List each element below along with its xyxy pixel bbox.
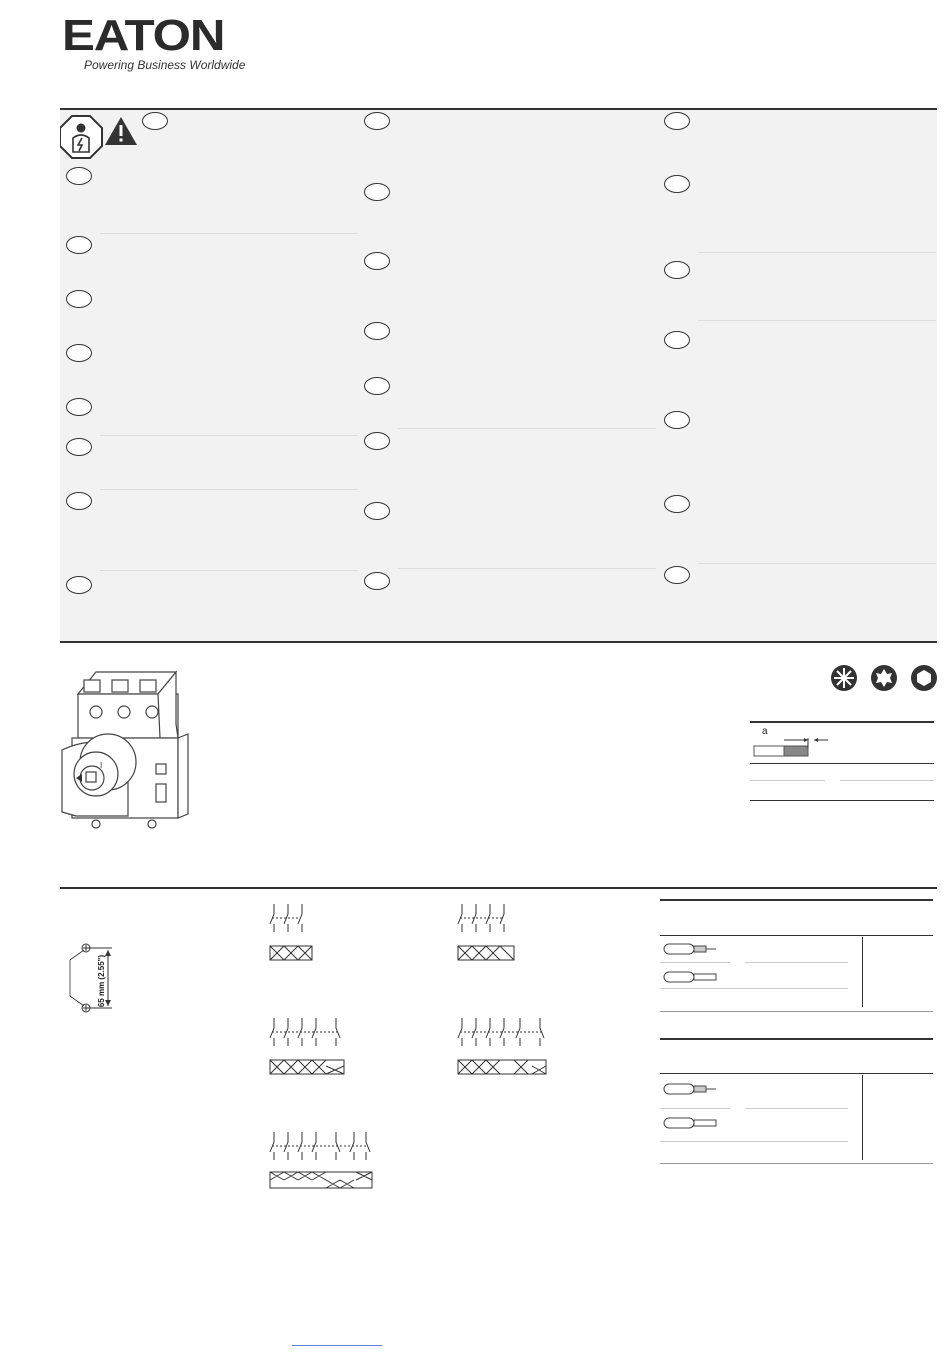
language-marker [66,576,92,594]
divider [698,320,936,321]
strip-table-rule [840,780,934,781]
strip-table-rule [750,763,934,764]
mounting-distance-label: 65 mm (2.55") [97,954,106,1008]
divider [100,435,358,436]
divider [398,568,656,569]
screwdriver-icons [830,664,938,692]
conductor-table-rule [745,962,848,963]
conductor-table-rule [660,1038,933,1040]
language-marker [664,261,690,279]
schematic-3-pole-n [454,902,534,964]
brand-tagline: Powering Business Worldwide [84,58,246,72]
schematic-5-pole-aux [454,1016,554,1078]
torx-screwdriver-icon [871,665,897,691]
hex-screwdriver-icon [911,665,937,691]
language-marker [66,236,92,254]
language-marker [364,502,390,520]
language-marker [664,566,690,584]
divider [698,252,936,253]
pozidriv-screwdriver-icon [831,665,857,691]
divider [100,233,358,234]
language-marker [664,112,690,130]
conductor-table-rule [660,1011,933,1012]
strip-table-rule [750,780,825,781]
eaton-logo: EATON [62,11,225,60]
switch-disconnector-illustration [56,664,191,834]
language-marker [364,432,390,450]
language-marker [664,331,690,349]
schematic-4-pole-aux [266,1016,356,1078]
strip-table-rule [750,800,934,801]
language-marker [364,252,390,270]
conductor-table-cell [862,1075,934,1160]
conductor-table-rule [660,1163,933,1164]
conductor-table-rule [660,1141,848,1142]
language-marker [142,112,168,130]
language-marker [364,377,390,395]
language-marker [66,438,92,456]
language-marker [364,183,390,201]
section-rule-middle [60,641,937,643]
conductor-table-rule [660,962,730,963]
conductor-ferrule-icon [660,940,740,990]
language-marker [664,411,690,429]
svg-text:I: I [100,761,103,770]
warning-triangle-icon [104,116,140,148]
language-marker [66,167,92,185]
schematic-6-pole-aux [266,1130,376,1192]
language-marker [66,344,92,362]
language-marker [664,495,690,513]
divider [100,570,358,571]
strip-length-label: a [762,726,768,737]
strip-table-rule [750,721,934,723]
divider [398,428,656,429]
divider [698,563,936,564]
footer-link[interactable] [292,1345,382,1346]
conductor-table-rule [660,935,933,936]
language-marker [664,175,690,193]
schematic-3-pole [266,902,326,964]
language-marker [66,492,92,510]
language-marker [66,290,92,308]
language-marker [364,572,390,590]
section-rule-bottom [60,887,937,889]
language-marker [364,112,390,130]
conductor-table-rule [660,1108,730,1109]
mounting-dimension-drawing [66,938,126,1018]
conductor-table-rule [660,988,848,989]
language-marker [364,322,390,340]
conductor-table-cell [862,937,934,1007]
divider [100,489,358,490]
conductor-table-rule [660,899,933,901]
conductor-table-rule [660,1073,933,1074]
conductor-table-rule [745,1108,848,1109]
language-marker [66,398,92,416]
language-panel [60,110,937,641]
